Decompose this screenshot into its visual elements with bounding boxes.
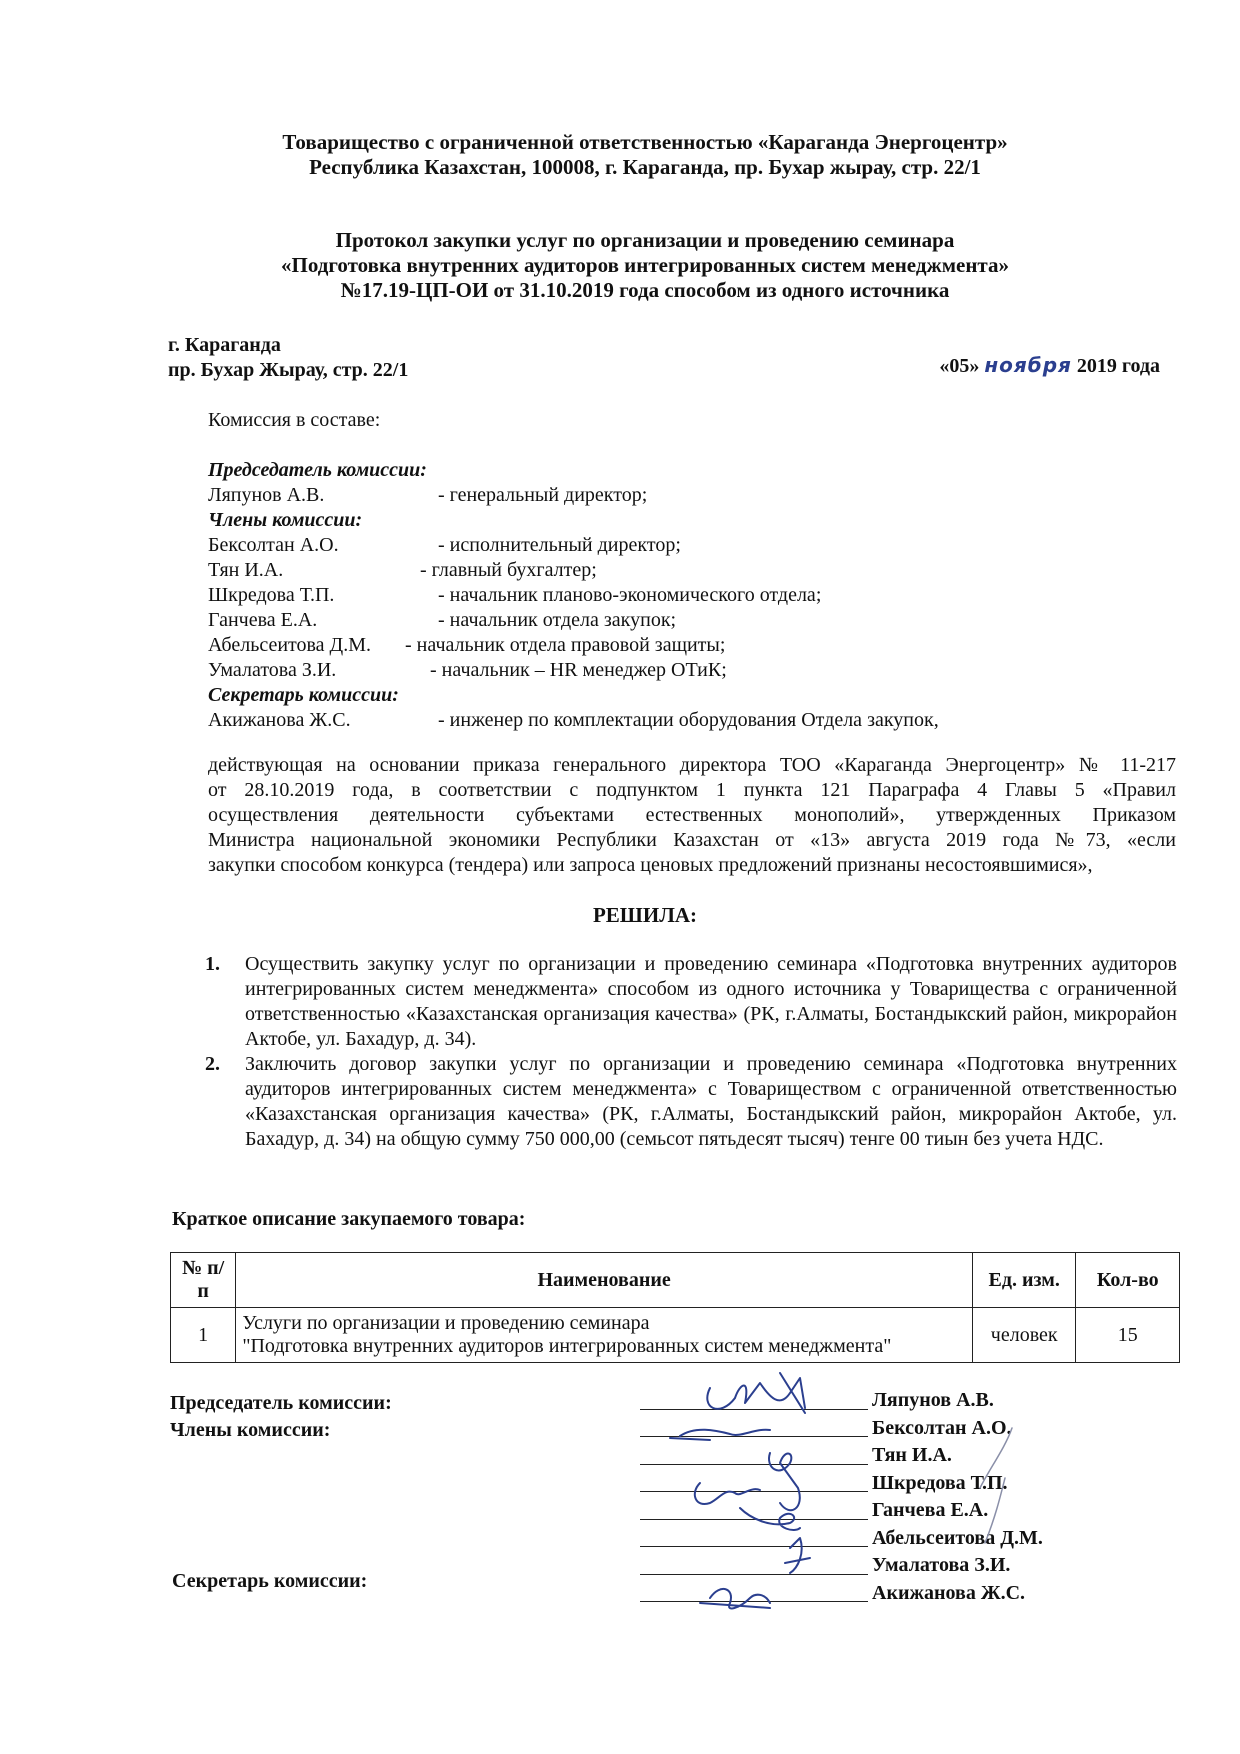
signature-chair-label: Председатель комиссии: <box>170 1392 392 1414</box>
date-year: 2019 года <box>1076 355 1160 377</box>
signatory-name: Тян И.А. <box>872 1444 952 1466</box>
cell-qty: 15 <box>1076 1308 1180 1363</box>
signatory-name: Ляпунов А.В. <box>872 1389 994 1411</box>
chair-heading: Председатель комиссии: <box>208 459 427 481</box>
member-row <box>208 483 1108 508</box>
member-name: Тян И.А. <box>208 559 284 581</box>
title-line-2: «Подготовка внутренних аудиторов интегрированных систем менеджмента» <box>281 253 1009 277</box>
basis-line: осуществления деятельности субъектами естественных монополий», утвержденных Приказом <box>208 804 1176 826</box>
member-name: Бексолтан А.О. <box>208 534 339 556</box>
decision-text: Заключить договор закупки услуг по организации и проведению семинара «Подготовка внутренних аудиторов интегрированных систем менеджмента» с Товариществом с ограниченной ответственностью «Казахстанская организация качества» (РК, г.Алматы, Бостандыкский район, микрорайон Актобе, ул. Бахадур, д. 34) на общую сумму 750 000,00 (семьсот пятьдесят тысяч) тенге 00 тиын без учета НДС. <box>245 1053 1177 1150</box>
member-name: Ляпунов А.В. <box>208 484 325 506</box>
decision-text: Осуществить закупку услуг по организации и проведению семинара «Подготовка внутренних аудиторов интегрированных систем менеджмента» способом из одного источника у Товарищества с ограниченной ответственностью «Казахстанская организация качества» (РК, г.Алматы, Бостандыкский район, микрорайон Актобе, ул. Бахадур, д. 34). <box>245 953 1177 1050</box>
member-position: - инженер по комплектации оборудования Отдела закупок, <box>438 709 939 731</box>
header-num-label: № п/п <box>182 1257 225 1302</box>
signature-extra-mark <box>980 1428 1012 1543</box>
commission-members <box>208 458 1108 733</box>
decision-number: 2. <box>205 1053 220 1075</box>
protocol-title <box>150 228 1140 303</box>
place-street: пр. Бухар Жырау, стр. 22/1 <box>168 359 409 381</box>
member-name: Умалатова З.И. <box>208 659 337 681</box>
handwritten-signatures <box>640 1368 1140 1638</box>
date-day: «05» <box>939 355 980 377</box>
member-name: Абельсеитова Д.М. <box>208 634 371 656</box>
member-row <box>208 608 1108 633</box>
basis-line: действующая на основании приказа генерального директора ТОО «Караганда Энергоцентр» № 11-217 <box>208 754 1176 776</box>
table-header-row <box>171 1253 1180 1308</box>
member-position: - начальник – HR менеджер ОТиК; <box>430 659 727 681</box>
table-row <box>171 1308 1180 1363</box>
member-row <box>208 558 1108 583</box>
signature-member-1 <box>670 1430 770 1440</box>
member-position: - исполнительный директор; <box>438 534 681 556</box>
member-row <box>208 633 1108 658</box>
member-row <box>208 533 1108 558</box>
organization-name: Товарищество с ограниченной ответственностью «Караганда Энергоцентр» <box>282 130 1008 154</box>
signature-secretary-label: Секретарь комиссии: <box>172 1570 368 1592</box>
header-name: Наименование <box>236 1253 973 1308</box>
member-name: Шкредова Т.П. <box>208 584 335 606</box>
signature-members-label: Члены комиссии: <box>170 1419 331 1441</box>
signature-secretary <box>700 1589 770 1609</box>
short-description-heading: Краткое описание закупаемого товара: <box>172 1208 526 1230</box>
organization-address: Республика Казахстан, 100008, г. Караганда, пр. Бухар жырау, стр. 22/1 <box>309 155 981 179</box>
header-num <box>171 1253 236 1308</box>
signatory-name: Бексолтан А.О. <box>872 1416 1012 1439</box>
decision-item <box>205 952 1177 1052</box>
title-line-1: Протокол закупки услуг по организации и проведению семинара <box>335 228 955 252</box>
header-qty: Кол-во <box>1076 1253 1180 1308</box>
signature-labels <box>170 1390 392 1444</box>
decision-item <box>205 1052 1177 1152</box>
decision-number: 1. <box>205 953 220 975</box>
member-row <box>208 708 1108 733</box>
member-row <box>208 658 1108 683</box>
title-line-3: №17.19-ЦП-ОИ от 31.10.2019 года способом из одного источника <box>340 278 950 302</box>
decisions-list <box>205 952 1177 1152</box>
member-row <box>208 583 1108 608</box>
protocol-date <box>939 353 1160 379</box>
members-heading: Члены комиссии: <box>208 509 363 531</box>
member-name: Ганчева Е.А. <box>208 609 318 631</box>
cell-name-line-1: Услуги по организации и проведению семинара <box>242 1312 650 1334</box>
cell-num: 1 <box>171 1308 236 1363</box>
basis-line: от 28.10.2019 года, в соответствии с подпунктом 1 пункта 121 Параграфа 4 Главы 5 «Правил <box>208 779 1176 801</box>
signatory-name: Умалатова З.И. <box>872 1554 1011 1576</box>
member-position: - главный бухгалтер; <box>420 559 597 581</box>
secretary-heading: Секретарь комиссии: <box>208 684 399 706</box>
document-header <box>150 130 1140 180</box>
member-position: - начальник отдела правовой защиты; <box>405 634 726 656</box>
goods-table <box>170 1252 1180 1363</box>
place-city: г. Караганда <box>168 334 281 356</box>
commission-intro: Комиссия в составе: <box>208 409 381 431</box>
signature-member-5 <box>785 1538 810 1573</box>
signatory-name: Ганчева Е.А. <box>872 1499 989 1521</box>
basis-line: закупки способом конкурса (тендера) или запроса ценовых предложений признаны несостоявшимися», <box>208 854 1093 876</box>
signature-member-2 <box>769 1453 800 1510</box>
member-position: - генеральный директор; <box>438 484 648 506</box>
date-month-handwritten: ноября <box>984 353 1072 377</box>
signatory-name: Акижанова Ж.С. <box>872 1581 1026 1604</box>
basis-paragraph <box>208 753 1176 878</box>
decided-heading: РЕШИЛА: <box>592 903 698 927</box>
signatory-name: Шкредова Т.П. <box>872 1471 1008 1494</box>
signature-member-4 <box>740 1508 800 1530</box>
member-position: - начальник отдела закупок; <box>438 609 677 631</box>
cell-name-line-2: "Подготовка внутренних аудиторов интегрированных систем менеджмента" <box>242 1335 892 1357</box>
member-position: - начальник планово-экономического отдела; <box>438 584 822 606</box>
signature-chair <box>707 1373 805 1413</box>
member-name: Акижанова Ж.С. <box>208 709 351 731</box>
cell-unit: человек <box>972 1308 1076 1363</box>
basis-line: Министра национальной экономики Республики Казахстан от «13» августа 2019 года №73, «если <box>208 829 1176 851</box>
header-unit: Ед. изм. <box>972 1253 1076 1308</box>
signatory-name: Абельсеитова Д.М. <box>872 1526 1043 1549</box>
cell-name <box>236 1308 973 1363</box>
signature-member-3 <box>695 1483 760 1504</box>
